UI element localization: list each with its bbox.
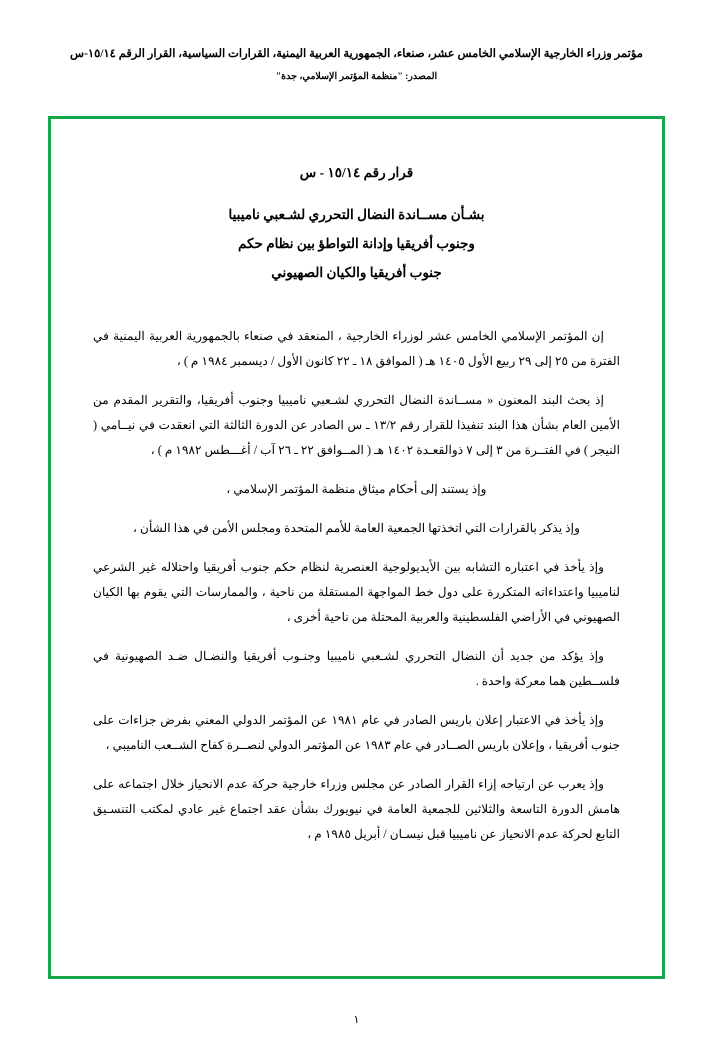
header-title-line: مؤتمر وزراء الخارجية الإسلامي الخامس عشر، صنعاء، الجمهورية العربية اليمنية، القرارات السياسية، القرار الرقم ١٥/١٤-س (70, 48, 643, 60)
paragraph-preamble-4: وإذ يذكر بالقرارات التي اتخذتها الجمعية العامة للأمم المتحدة ومجلس الأمن في هذا الشأن ، (133, 521, 580, 535)
resolution-subject-line-1: بشـأن مســاندة النضال التحرري لشـعبي ناميبيا (228, 207, 485, 222)
paragraph-preamble-8: وإذ يعرب عن ارتياحه إزاء القرار الصادر عن مجلس وزراء خارجية حركة عدم الانحياز خلال اجتماعه على هامش الدورة التاسعة والثلاثين للجمعية العامة في نيويورك بشأن عقد اجتماع غير عادي لمكتب التنسـيق التابع لحركة عدم الانحياز عن ناميبيا قبل نيسـان / أبريل ١٩٨٥ م ، (93, 777, 620, 841)
resolution-subject-line-3: جنوب أفريقيا والكيان الصهيوني (271, 265, 442, 280)
paragraph-preamble-5: وإذ يأخذ في اعتباره التشابه بين الأيديولوجية العنصرية لنظام حكم جنوب أفريقيا واحتلاله غير الشرعي لناميبيا واعتداءاته المتكررة على دول خط المواجهة المستقلة من ناحية ، والممارسات التي يقوم بها الكيان الصهيوني في الأراضي الفلسطينية والعربية المحتلة من ناحية أخرى ، (93, 560, 620, 624)
document-header (0, 0, 713, 82)
green-bordered-frame (48, 116, 665, 979)
resolution-body (93, 324, 620, 847)
resolution-subject (93, 201, 620, 286)
resolution-number: قرار رقم ١٥/١٤ - س (299, 165, 414, 180)
resolution-title-block (93, 165, 620, 286)
paragraph-preamble-6: وإذ يؤكد من جديد أن النضال التحرري لشـعبي ناميبيا وجنـوب أفريقيا والنضـال ضـد الصهيونية في فلســطين هما معركة واحدة . (93, 649, 620, 688)
paragraph-preamble-1: إن المؤتمر الإسلامي الخامس عشر لوزراء الخارجية ، المنعقد في صنعاء بالجمهورية العربية اليمنية في الفترة من ٢٥ إلى ٢٩ ربيع الأول ١٤٠٥ هـ ( الموافق ١٨ ـ ٢٢ كانون الأول / ديسمبر ١٩٨٤ م ) ، (93, 329, 620, 368)
page-number: ١ (353, 1014, 360, 1026)
header-source-line: المصدر: "منظمة المؤتمر الإسلامي، جدة" (275, 72, 438, 82)
paragraph-preamble-3: وإذ يستند إلى أحكام ميثاق منظمة المؤتمر الإسلامي ، (226, 482, 487, 496)
paragraph-preamble-2: إذ بحث البند المعنون « مســاندة النضال التحرري لشـعبي ناميبيا وجنوب أفريقيا، والتقرير المقدم من الأمين العام بشأن هذا البند تنفيذا للقرار رقم ١٣/٢ ـ س الصادر عن الدورة الثالثة التي انعقدت في نيــامي ( النيجر ) في الفتــرة من ٣ إلى ٧ ذوالقعـدة ١٤٠٢ هـ ( المــوافق ٢٢ ـ ٢٦ آب / أغـــطس ١٩٨٢ م ) ، (93, 393, 620, 457)
paragraph-preamble-7: وإذ يأخذ في الاعتبار إعلان باريس الصادر في عام ١٩٨١ عن المؤتمر الدولي المعني بفرض جزاءات على جنوب أفريقيا ، وإعلان باريس الصــادر في عام ١٩٨٣ عن المؤتمر الدولي لنصــرة كفاح الشــعب الناميبي ، (93, 713, 620, 752)
resolution-subject-line-2: وجنوب أفريقيا وإدانة التواطؤ بين نظام حكم (238, 236, 475, 251)
